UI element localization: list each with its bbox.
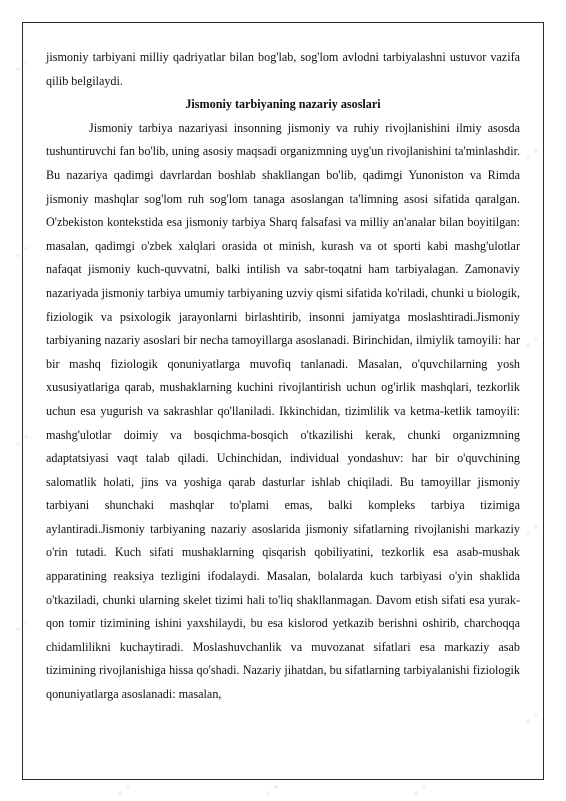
watermark-mark: ✦ ✦ [410, 781, 432, 801]
watermark-mark: ✦ ✦ [12, 431, 34, 451]
watermark-mark: ✦ ✦ [522, 709, 544, 729]
intro-paragraph: jismoniy tarbiyani milliy qadriyatlar bilan bog'lab, sog'lom avlodni tarbiyalashni ustuvor vazifa qilib belgilaydi. [46, 50, 520, 88]
watermark-mark: ✦ ✦ [12, 617, 34, 637]
watermark-mark: ✦ ✦ [522, 145, 544, 165]
section-heading: Jismoniy tarbiyaning nazariy asoslari [185, 97, 381, 112]
body-paragraph: Jismoniy tarbiya nazariyasi insonning jismoniy va ruhiy rivojlanishini ilmiy asosda tushuntiruvchi fan bo'lib, uning asosiy maqsadi organizmning uyg'un rivojlanishini ta'minlashdir. Bu nazariya qadimgi davrlardan boshlab shakllangan bo'lib, qadimgi Yunoniston va Rimda jismoniy mashqlar sog'lom ruh sog'lom tanaga asoslangan ta'limning asosi sifatida qaralgan. O'zbekiston kontekstida esa jismoniy tarbiya Sharq falsafasi va milliy an'analar bilan boyitilgan: masalan, qadimgi o'zbek xalqlari orasida ot minish, kurash va ot sporti kabi mashg'ulotlar nafaqat jismoniy kuch-quvvatni, balki intilish va sabr-toqatni ham tarbiyalagan. Zamonaviy nazariyada jismoniy tarbiya umumiy tarbiyaning uzviy qismi sifatida ko'riladi, chunki u biologik, fiziologik va psixologik jarayonlarni birlashtirib, insonni jamiyatga moslashtiradi.Jismoniy tarbiyaning nazariy asoslari bir necha tamoyillarga asoslanadi. Birinchidan, ilmiylik tamoyili: har bir mashq fiziologik qonuniyatlarga muvofiq tanlanadi. Masalan, o'quvchilarning yosh xususiyatlariga qarab, mushaklarning kuchini rivojlantirish uchun og'irlik mashqlari, tezkorlik uchun esa yugurish va sakrashlar qo'llaniladi. Ikkinchidan, tizimlilik va ketma-ketlik tamoyili: mashg'ulotlar doimiy va bosqichma-bosqich o'tkazilishi kerak, chunki organizmning adaptatsiyasi vaqt talab qiladi. Uchinchidan, individual yondashuv: har bir o'quvchining salomatlik holati, jins va yoshiga qarab dasturlar ishlab chiqiladi. Bu tamoyillar jismoniy tarbiyani shunchaki mashqlar to'plami emas, balki kompleks tarbiya tizimiga aylantiradi.Jismoniy tarbiyaning nazariy asoslarida jismoniy sifatlarning rivojlanishi markaziy o'rin tutadi. Kuch sifati mushaklarning qisqarish qobiliyatini, tezkorlik esa asab-mushak apparatining reaksiya tezligini ifodalaydi. Masalan, bolalarda kuch tarbiyasi o'yin shaklida o'tkaziladi, chunki ularning skelet tizimi hali to'liq shakllanmagan. Davom etish sifati esa yurak-qon tomir tizimining ishini yaxshilaydi, bu esa kislorod yetkazib berishni oshirib, charchoqqa chidamlilikni kuchaytiradi. Moslashuvchanlik va muvozanat sifatlari esa markaziy asab tizimining rivojlanishiga hissa qo'shadi. Nazariy jihatdan, bu sifatlarning tarbiyalanishi fiziologik qonuniyatlarga asoslanadi: masalan, [46, 120, 520, 702]
watermark-mark: ✦ ✦ [114, 781, 136, 801]
watermark-mark: ✦ ✦ [12, 243, 34, 263]
watermark-mark: ✦ ✦ [522, 521, 544, 541]
watermark-mark: ✦ ✦ [12, 57, 34, 77]
watermark-mark: ✦ ✦ [522, 333, 544, 353]
document-content [46, 46, 520, 707]
watermark-mark: ✦ ✦ [262, 781, 284, 801]
